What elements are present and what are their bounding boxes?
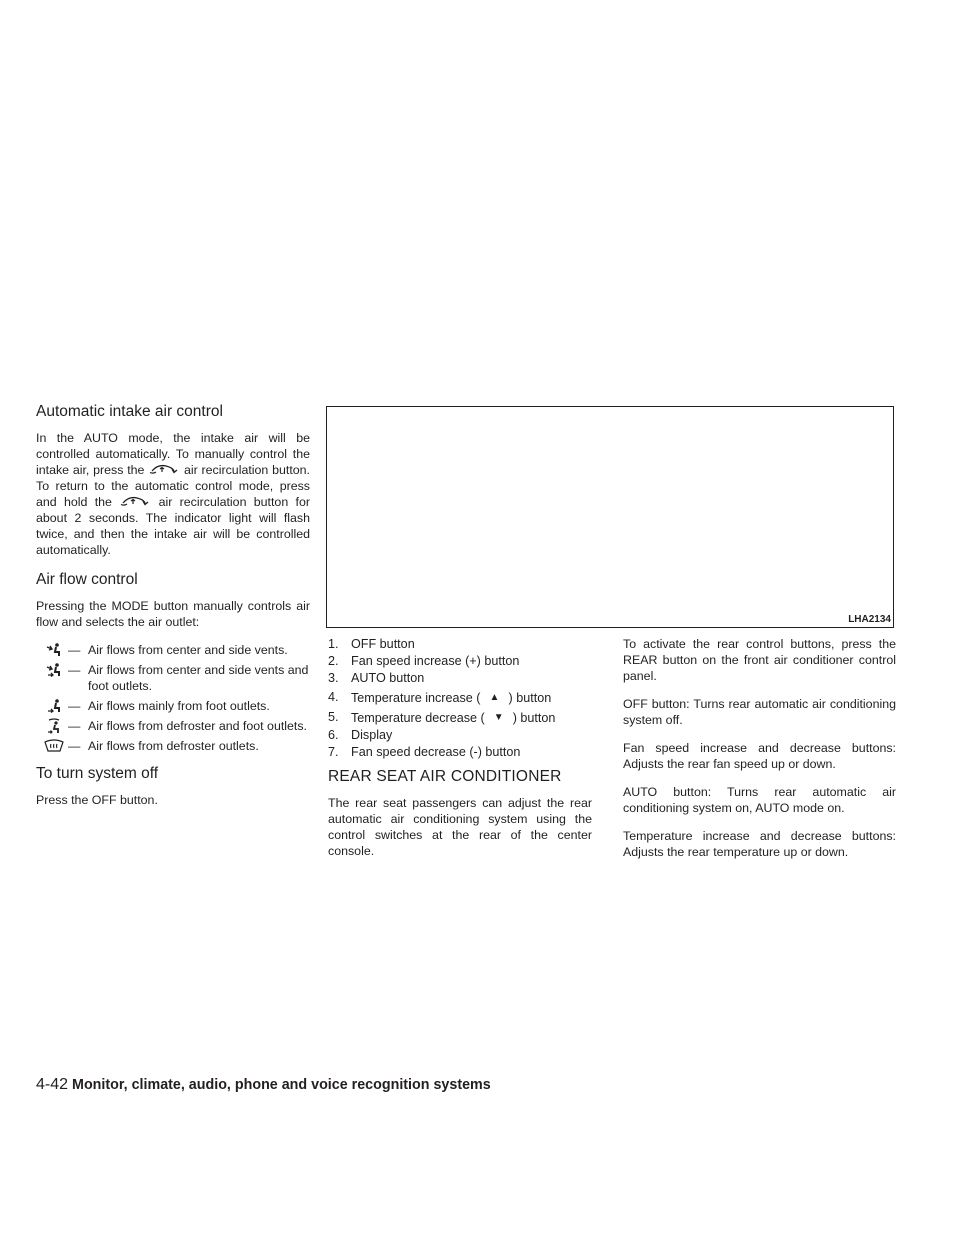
list-item: — Air flows mainly from foot outlets. xyxy=(36,698,310,714)
list-item: — Air flows from center and side vents and foot outlets. xyxy=(36,662,310,694)
foot-mode-icon xyxy=(36,698,68,714)
list-item: 5. Temperature decrease ( ▼ ) button xyxy=(328,710,556,725)
list-item: 2. Fan speed increase (+) button xyxy=(328,654,520,668)
air-recirculation-icon xyxy=(148,463,180,475)
numbered-button-list xyxy=(328,636,592,761)
right-paragraph: Temperature increase and decrease buttons: Adjusts the rear temperature up or down. xyxy=(623,829,896,859)
defrost-foot-mode-icon xyxy=(36,718,68,734)
page-footer xyxy=(36,1075,491,1095)
heading-rear-seat-air-conditioner: REAR SEAT AIR CONDITIONER xyxy=(328,768,562,785)
right-paragraph: AUTO button: Turns rear automatic air conditioning system on, AUTO mode on. xyxy=(623,785,896,815)
off-text: Press the OFF button. xyxy=(36,793,158,807)
right-paragraph: OFF button: Turns rear automatic air conditioning system off. xyxy=(623,697,896,727)
heading-air-flow-control: Air flow control xyxy=(36,571,138,588)
rear-text: The rear seat passengers can adjust the rear automatic air conditioning system using the control switches at the rear of the center console. xyxy=(328,796,592,858)
heading-turn-system-off: To turn system off xyxy=(36,765,159,782)
list-item: — Air flows from center and side vents. xyxy=(36,642,310,658)
intake-text-a: In the AUTO mode, the intake air will be controlled automatically. To manually control the intake air, press the xyxy=(36,431,310,477)
figure-label: LHA2134 xyxy=(848,614,891,625)
vent-mode-icon xyxy=(36,642,68,658)
list-item: — Air flows from defroster outlets. xyxy=(36,738,310,754)
rear-control-panel-figure xyxy=(326,406,894,628)
triangle-up-icon: ▲ xyxy=(489,692,500,703)
list-item: 3. AUTO button xyxy=(328,671,425,685)
middle-column xyxy=(328,636,592,871)
list-item: 6. Display xyxy=(328,728,393,742)
heading-automatic-intake-air-control: Automatic intake air control xyxy=(36,403,223,420)
intake-text-c: air recirculation button for about 2 seconds. The indicator light will flash twice, and then the intake air will be controlled automatically. xyxy=(36,495,310,557)
list-item: 4. Temperature increase ( ▲ ) button xyxy=(328,690,552,705)
intake-text-b: air recirculation button. To return to the automatic control mode, press and hold the xyxy=(36,463,310,509)
chapter-title: Monitor, climate, audio, phone and voice recognition systems xyxy=(72,1077,491,1093)
left-column xyxy=(36,402,310,820)
right-column xyxy=(623,636,896,872)
bi-level-mode-icon xyxy=(36,662,68,678)
list-item: 7. Fan speed decrease (-) button xyxy=(328,745,521,759)
right-paragraph: To activate the rear control buttons, press the REAR button on the front air conditioner control panel. xyxy=(623,637,896,683)
intake-paragraph xyxy=(36,430,310,558)
defrost-mode-icon xyxy=(36,738,68,754)
list-item: 1. OFF button xyxy=(328,637,415,651)
air-flow-mode-list xyxy=(36,642,310,754)
air-recirculation-icon xyxy=(119,495,151,507)
page-number: 4-42 xyxy=(36,1076,69,1093)
triangle-down-icon: ▼ xyxy=(493,712,504,723)
right-paragraph: Fan speed increase and decrease buttons: Adjusts the rear fan speed up or down. xyxy=(623,741,896,771)
airflow-intro: Pressing the MODE button manually controls air flow and selects the air outlet: xyxy=(36,599,310,629)
list-item: — Air flows from defroster and foot outlets. xyxy=(36,718,310,734)
